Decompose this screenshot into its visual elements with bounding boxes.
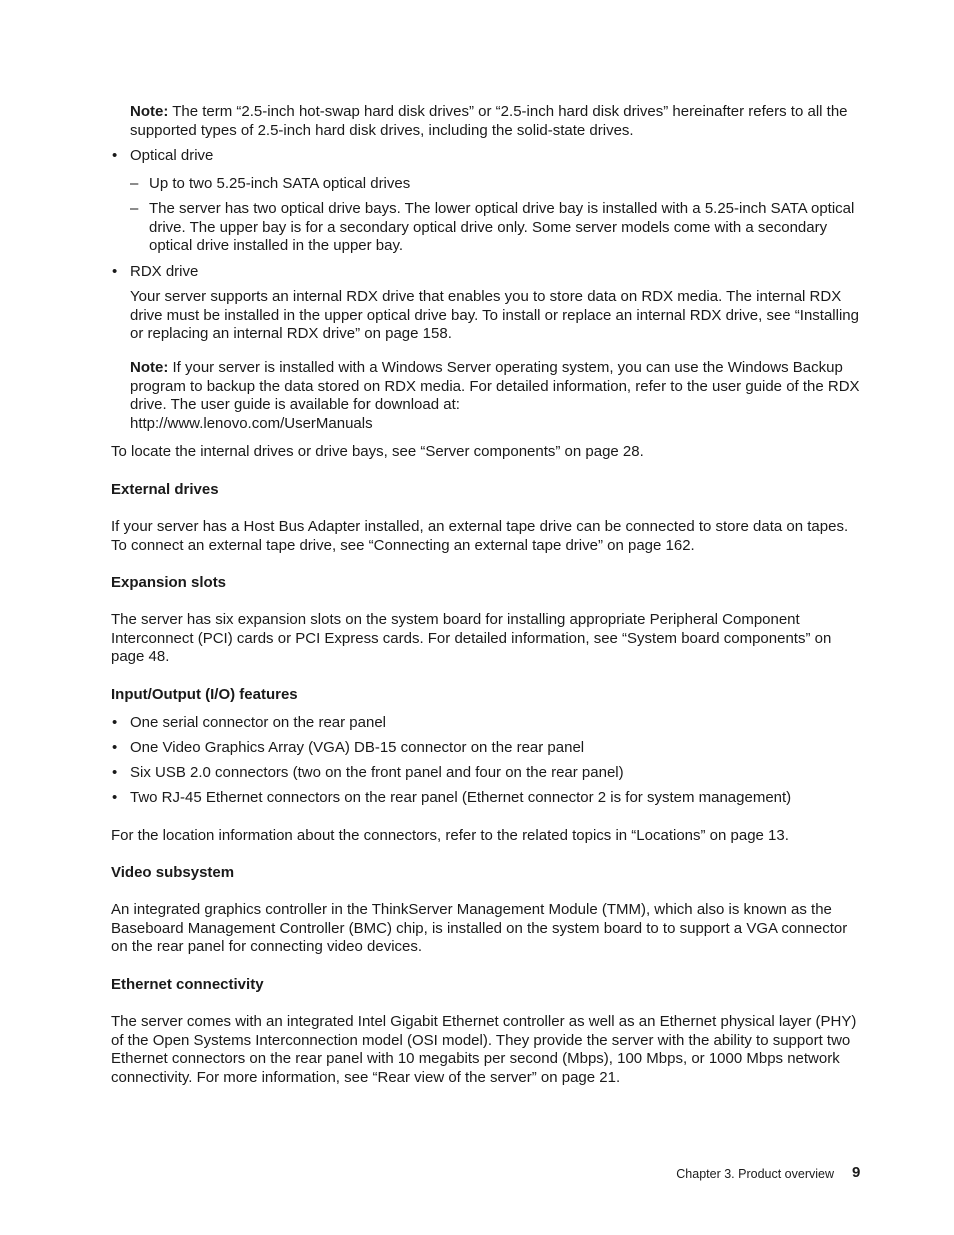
- dash-marker: –: [130, 200, 139, 217]
- note-paragraph: [130, 103, 865, 140]
- bullet-marker: •: [112, 147, 118, 164]
- note-label: Note:: [130, 359, 169, 376]
- user-manuals-link[interactable]: http://www.lenovo.com/UserManuals: [130, 415, 373, 433]
- bullet-marker: •: [112, 739, 118, 756]
- locate-drives-paragraph: To locate the internal drives or drive bays, see “Server components” on page 28.: [111, 443, 644, 460]
- io-list-item: One serial connector on the rear panel: [130, 714, 386, 731]
- section-heading-expansion-slots: Expansion slots: [111, 574, 227, 591]
- bullet-marker: •: [112, 764, 118, 781]
- rdx-description: Your server supports an internal RDX drive that enables you to store data on RDX media. The internal RDX drive must be installed in the upper optical drive bay. To install or replace an internal RDX drive, see “Installing or replacing an internal RDX drive” on page 158.: [130, 288, 859, 343]
- io-location-paragraph: For the location information about the connectors, refer to the related topics in “Locations” on page 13.: [111, 827, 789, 844]
- sub-item-optical-2: The server has two optical drive bays. The lower optical drive bay is installed with a 5.25-inch SATA optical drive. The upper bay is for a secondary optical drive only. Some server models come with a secondary optical drive installed in the upper bay.: [149, 200, 855, 255]
- footer-chapter-title: Chapter 3. Product overview: [676, 1167, 834, 1181]
- bullet-item-rdx-drive: RDX drive: [130, 263, 199, 280]
- section-heading-ethernet-connectivity: Ethernet connectivity: [111, 976, 264, 993]
- bullet-marker: •: [112, 263, 118, 280]
- bullet-item-optical-drive: Optical drive: [130, 147, 214, 164]
- external-drives-paragraph: If your server has a Host Bus Adapter installed, an external tape drive can be connected to store data on tapes. To connect an external tape drive, see “Connecting an external tape drive” on page 162.: [111, 518, 849, 554]
- bullet-marker: •: [112, 714, 118, 731]
- expansion-slots-paragraph: The server has six expansion slots on the system board for installing appropriate Peripheral Component Interconnect (PCI) cards or PCI Express cards. For detailed information, see “System board components” on page 48.: [111, 611, 832, 666]
- video-subsystem-paragraph: An integrated graphics controller in the ThinkServer Management Module (TMM), which also is known as the Baseboard Management Controller (BMC) chip, is installed on the system board to to support a VGA connector on the rear panel for connecting video devices.: [111, 901, 848, 956]
- note-text: The term “2.5-inch hot-swap hard disk drives” or “2.5-inch hard disk drives” hereinafter refers to all the supported types of 2.5-inch hard disk drives, including the solid-state drives.: [130, 103, 848, 139]
- sub-item-optical-1: Up to two 5.25-inch SATA optical drives: [149, 175, 411, 192]
- section-heading-video-subsystem: Video subsystem: [111, 864, 235, 881]
- section-heading-external-drives: External drives: [111, 481, 219, 498]
- rdx-note-text: If your server is installed with a Windows Server operating system, you can use the Windows Backup program to backup the data stored on RDX media. For detailed information, refer to the user guide of the RDX drive. The user guide is available for download at:: [130, 359, 860, 414]
- io-list-item: One Video Graphics Array (VGA) DB-15 connector on the rear panel: [130, 739, 585, 756]
- io-list-item: Two RJ-45 Ethernet connectors on the rear panel (Ethernet connector 2 is for system management): [130, 789, 792, 806]
- io-list-item: Six USB 2.0 connectors (two on the front panel and four on the rear panel): [130, 764, 624, 781]
- bullet-marker: •: [112, 789, 118, 806]
- rdx-note: [130, 359, 865, 434]
- dash-marker: –: [130, 175, 139, 192]
- page-number: 9: [852, 1164, 861, 1181]
- note-label: Note:: [130, 103, 169, 120]
- section-heading-io-features: Input/Output (I/O) features: [111, 686, 298, 703]
- ethernet-connectivity-paragraph: The server comes with an integrated Intel Gigabit Ethernet controller as well as an Ethernet physical layer (PHY) of the Open Systems Interconnection model (OSI model). They provide the server with the ability to support two Ethernet connectors on the rear panel with 10 megabits per second (Mbps), 100 Mbps, or 1000 Mbps network connectivity. For more information, see “Rear view of the server” on page 21.: [111, 1013, 857, 1087]
